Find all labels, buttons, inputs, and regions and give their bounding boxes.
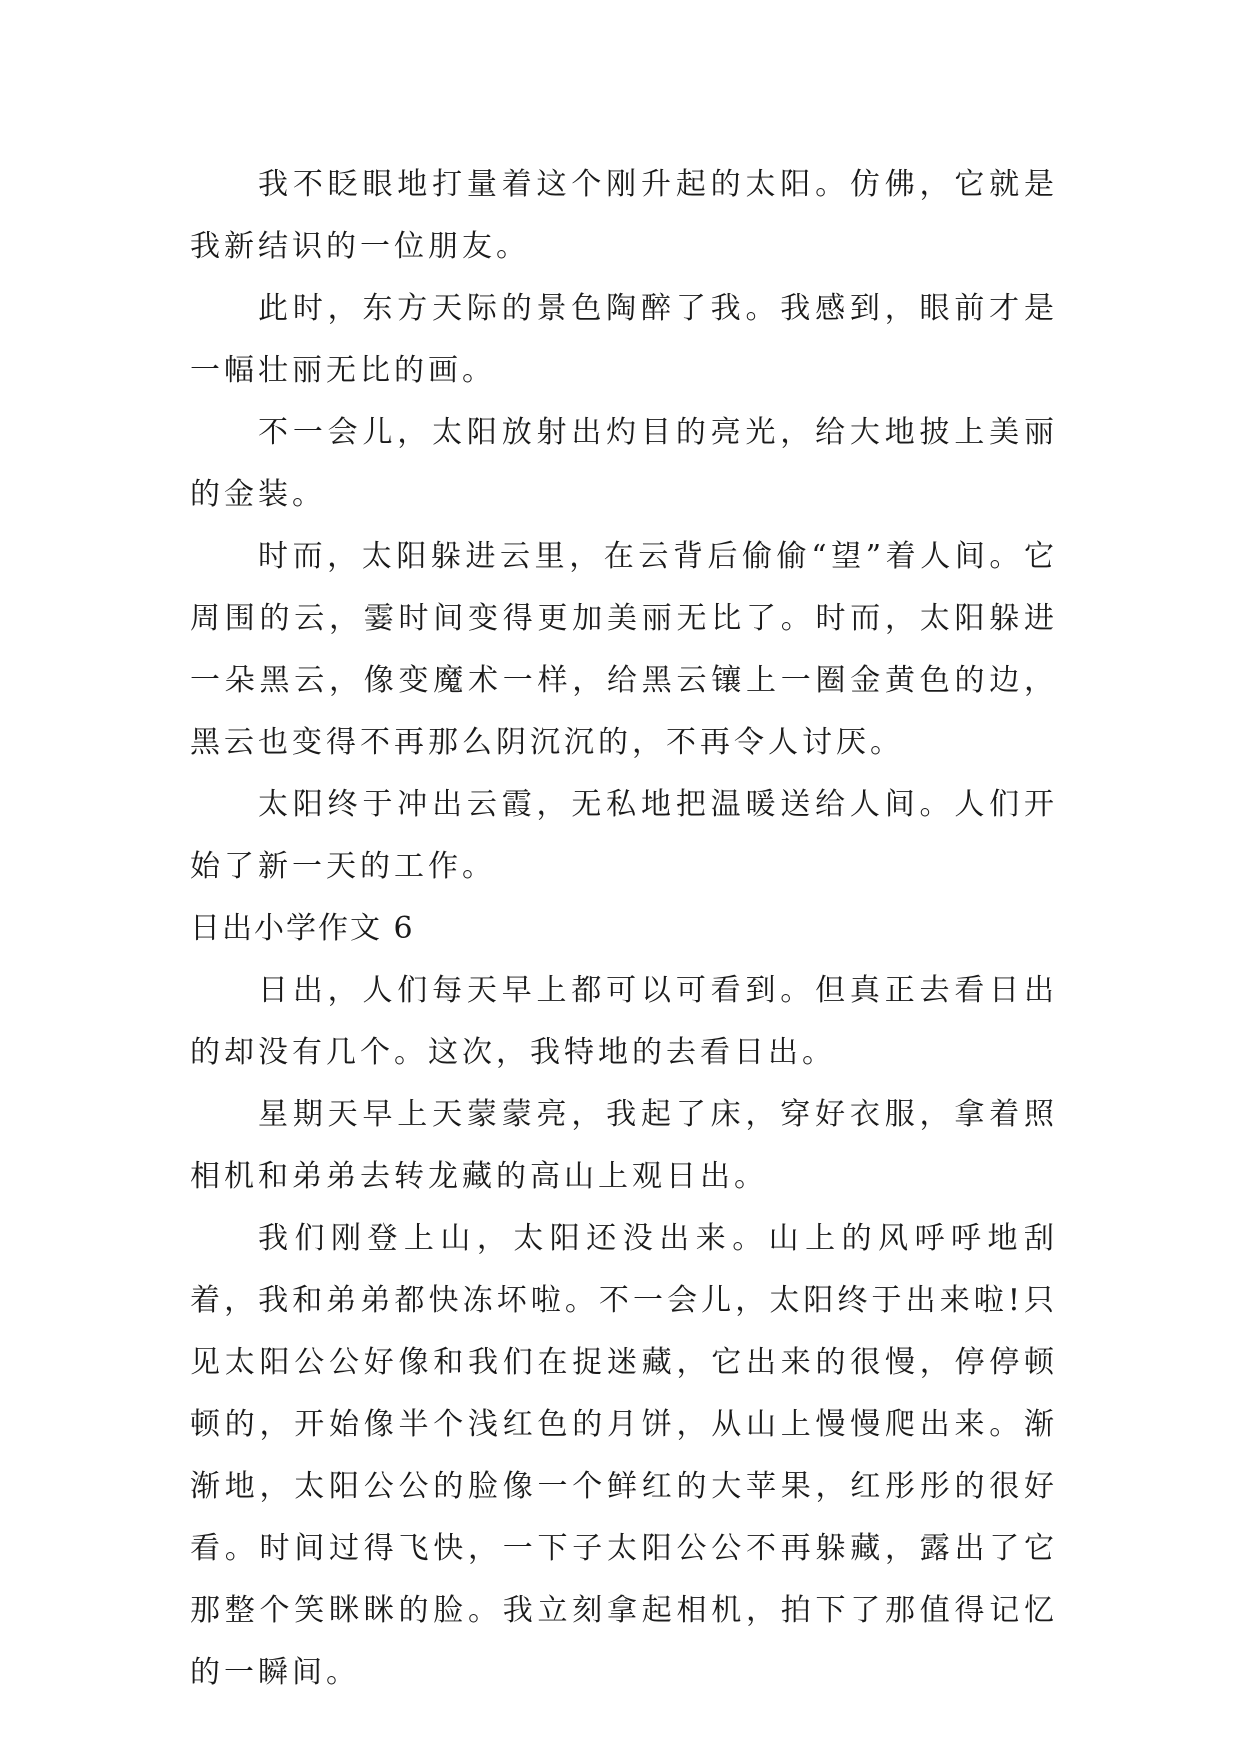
paragraph: 太阳终于冲出云霞，无私地把温暖送给人间。人们开始了新一天的工作。: [190, 787, 1058, 884]
paragraph: 此时，东方天际的景色陶醉了我。我感到，眼前才是一幅壮丽无比的画。: [190, 291, 1058, 388]
paragraph: 星期天早上天蒙蒙亮，我起了床，穿好衣服，拿着照相机和弟弟去转龙藏的高山上观日出。: [190, 1097, 1058, 1194]
paragraph: 日出，人们每天早上都可以可看到。但真正去看日出的却没有几个。这次，我特地的去看日出。: [190, 973, 1058, 1070]
paragraph: 我们刚登上山，太阳还没出来。山上的风呼呼地刮着，我和弟弟都快冻坏啦。不一会儿，太阳终于出来啦!只见太阳公公好像和我们在捉迷藏，它出来的很慢，停停顿顿的，开始像半个浅红色的月饼，从山上慢慢爬出来。渐渐地，太阳公公的脸像一个鲜红的大苹果，红彤彤的很好看。时间过得飞快，一下子太阳公公不再躲藏，露出了它那整个笑眯眯的脸。我立刻拿起相机，拍下了那值得记忆的一瞬间。: [190, 1221, 1058, 1690]
paragraph: 不一会儿，太阳放射出灼目的亮光，给大地披上美丽的金装。: [190, 415, 1058, 512]
paragraph: 我不眨眼地打量着这个刚升起的太阳。仿佛，它就是我新结识的一位朋友。: [190, 167, 1058, 264]
paragraph: 时而，太阳躲进云里，在云背后偷偷“望”着人间。它周围的云，霎时间变得更加美丽无比了。时而，太阳躲进一朵黑云，像变魔术一样，给黑云镶上一圈金黄色的边，黑云也变得不再那么阴沉沉的，不再令人讨厌。: [190, 539, 1058, 760]
document-body: [190, 154, 1058, 1704]
section-heading: 日出小学作文 6: [190, 911, 415, 946]
